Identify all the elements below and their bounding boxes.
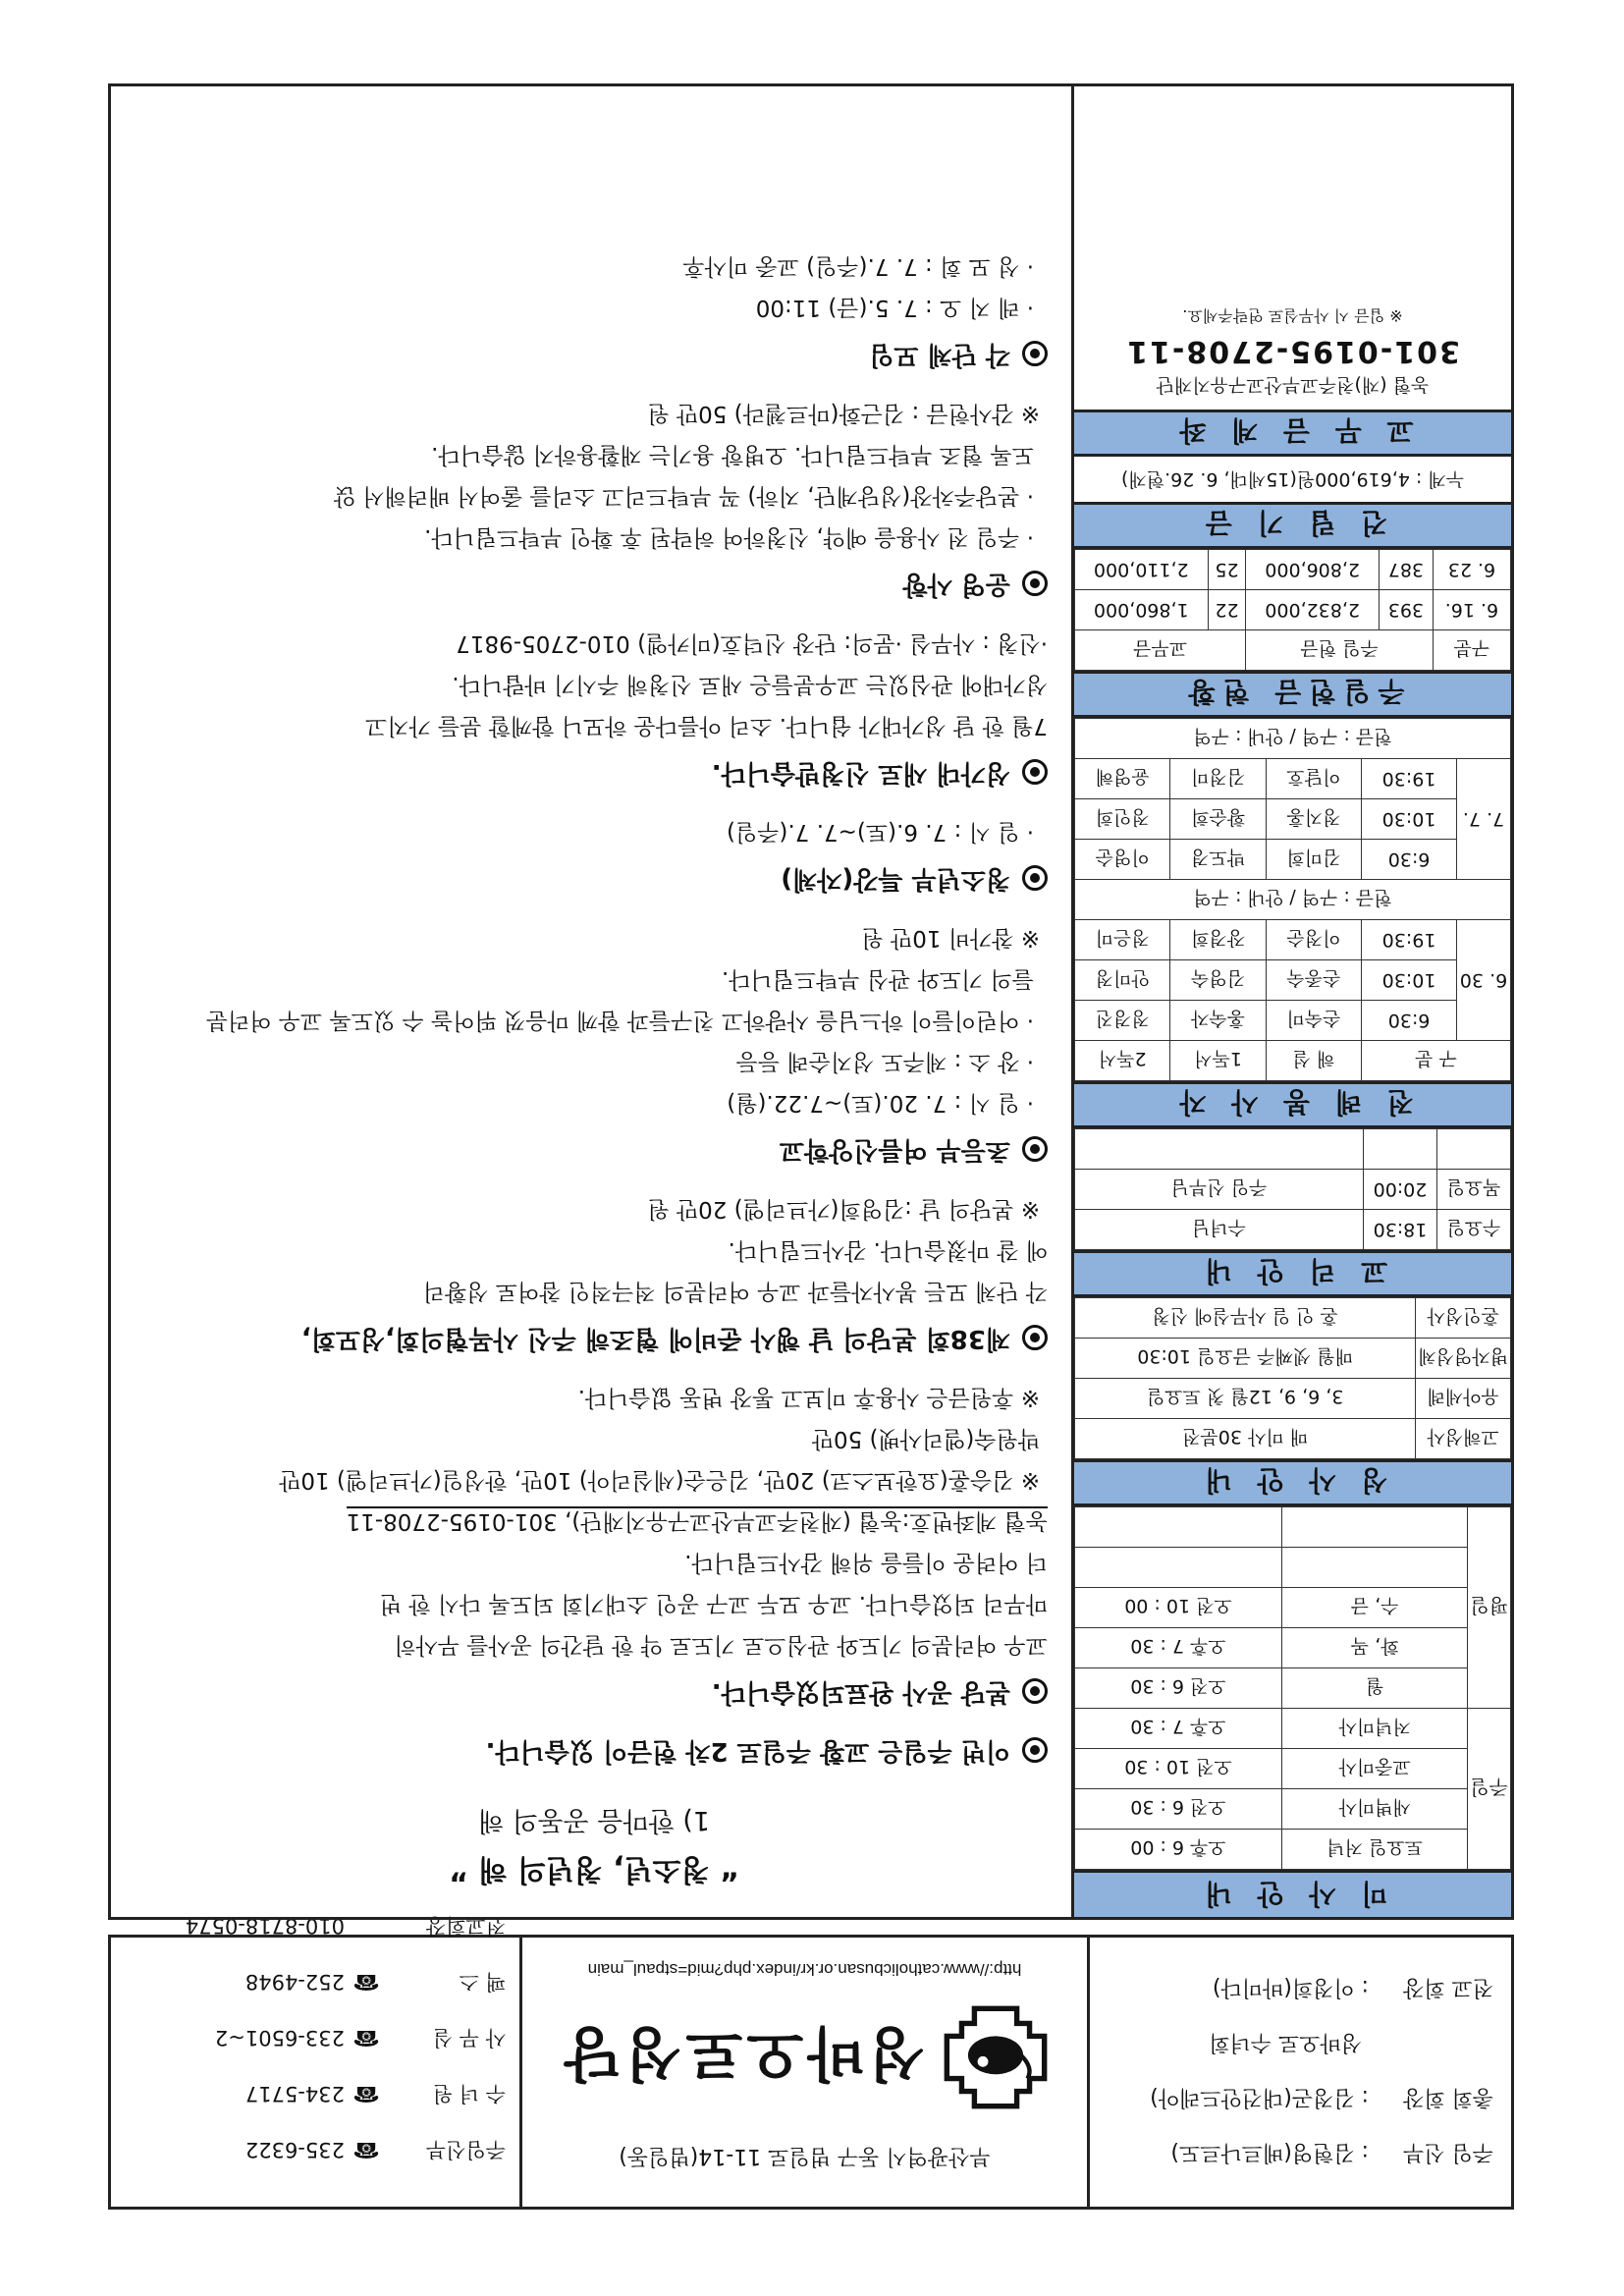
announcements: “ 청소년, 청년의 해 ” 1) 한마음 공동의 해 이번 주일은 교황 주일로 2차 헌금이 있습니다. 본당 공사 완료되었습니다. 교우 여러분의 기도와 관심으로 기도로 약 한 달간의 공사를 무사히 마무리 되었습니다. 교우 모두 교구 공인 소대기회 되도록 다시 한 번 더 어려운 이들을 위해 감사드립니다. 농협 계좌번호:농협 (재천주교부산교구유지재단), 301-0195-2708-11 ※ 김승훈(요한보스코) 20만, 김은순(세실리아) 10만, 한성일(가브리엘) 10만 박원숙(엘리사벳) 50만 ※ 후원금은 사용후 미보고 통장 변동 없습니다. 제38회 본당의 날 행사 준비에 협조해 주신 사목협의회,성모회, 각 단체 모든 봉사자들과 교우 여러분의 적극적인 참여로 성황리 에 잘 마쳤습니다. 감사드립니다. ※ 본당의 날 :김영희(가브리엘) 20만 원 초등부 여름신앙학교 · 일 시 : 7. 20.(토)~7.22.(월) · 장 소 : 제주도 성지순례 등등 · 어린이들이 하느님을 사랑하고 친구들과 함께 마음껏 뛰어놀 수 있도록 교우 여러분 들의 기도와 관심 부탁드립니다. ※ 참가비 10만 원 청소년부 특강(자체) · 일 시 : 7. 6.(토)~7. 7.(주일) 성가대 새로 신청받습니다. 7월 한 달 성가대가 쉽니다. 소리 아름다운 하모니 함께할 분들 가지고 성가대에 관심있는 교우분들은 새로 신청해 주시기 바랍니다. ·신청 : 사무실 ·문의: 단장 신덕호(미카엘) 010-2705-9817 운영 사항 · 주일 전 사용을 예약, 신청하여 허락된 후 확인 부탁드립니다. · 본당주차장(성당계단, 지하) 꼭 부탁드리고 소리를 줄여서 배려해서 앉 도록 협조 부탁드립니다. 오병항 용기는 재활용하지 않습니다. ※ 감사헌금 : 김근화(마르첼라) 50만 원 각 단체 모임 · 레 지 오 : 7. 5.(금) 11:00 · 성 모 회 : 7. 7.(주일) 교중 미사후 [111,86,1071,1917]
account-info: 농협 (재)천주교부산교구유지재단 301-0195-2708-11 ※ 입금 시 사무실로 연락주세요. [1074,298,1511,410]
contact-row: 팩 스☎252-4948 [125,1953,506,2009]
phone-icon: ☎ [352,2081,380,2105]
parish-identity [519,1938,1087,2207]
section-heading: 청소년부 특강(자체) [140,858,1048,900]
section-heading: 제38회 본당의 날 행사 준비에 협조해 주신 사목협의회,성모회, [140,1318,1048,1359]
contact-row: 수 녀 원☎234-5717 [125,2065,506,2121]
bullet-icon [1022,342,1048,367]
bullet-icon [1022,572,1048,597]
section-heading: 성가대 새로 신청받습니다. [140,752,1048,793]
mass-schedule-table: 주일 토요일 저녁 오후 6 : 00 새벽미사 오전 6 : 30 교중미사 오전 10 : 30 저녁미사 오후 7 : 30 평일 월 오전 6 : 30 화, 목 오후 7 : 30 수, 금 오전 10 : 00 [1074,1506,1511,1870]
logo-row [522,1998,1087,2116]
parish-emblem-icon [943,2004,1049,2110]
catechism-table: 수요일 18:30 수녀님 목요일 20:00 주임 신부님 [1074,1128,1511,1250]
readers-note: 헌금 : 구역 / 안내 : 구역 [1075,719,1511,759]
section-heading: 각 단체 모임 [140,334,1048,375]
parish-name: 성바오로성당 [560,2018,926,2087]
contact-row: 전교회장010-8718-0574 [185,1914,506,1938]
readers-note: 헌금 : 구역 / 안내 : 구역 [1075,880,1511,920]
bullet-icon [1022,1137,1048,1163]
mass-schedule-heading: 미 사 안 내 [1074,1870,1511,1917]
staff-panel [1087,1938,1511,2207]
bullet-icon [1022,1738,1048,1764]
readers-table: 구 분 해 설 1독서 2독서 6. 30 6:30 손숙미 홍숙자 정경진 10:30 손종숙 김영숙 안미정 19:30 이정순 장경희 정은미 헌금 : 구역 / 안내 : 구역 7. 7. 6:30 김미희 박도경 이영순 10:30 정지홍 황순희 정인희 19:30 이달호 김정미 윤영혜 헌금 : 구역 / 안내 : 구역 [1074,718,1511,1081]
contact-row: 주임신부☎235-6322 [125,2121,506,2177]
contact-panel [111,1914,519,2207]
info-sidebar [1071,86,1511,1917]
mass-group-label: 주일 [1468,1709,1511,1870]
bulletin-body [108,83,1514,1920]
catechism-heading: 교 리 안 내 [1074,1250,1511,1297]
sacrament-heading: 성 사 안 내 [1074,1459,1511,1506]
staff-row: 전교 회장 : 이정희(바미다) [1212,1975,1493,1999]
bullet-icon [1022,760,1048,786]
section-heading: 초등부 여름신앙학교 [140,1129,1048,1171]
building-fund-total: 누계 : 4,619,000원(15세대, 6. 26.현재) [1120,468,1465,490]
bullet-icon [1022,866,1048,892]
staff-row: 총회 회장 : 김정곤(대건안드레아) [1150,2085,1493,2109]
bullet-icon [1022,1326,1048,1351]
contact-row: 사 무 실☎233-6501~2 [125,2009,506,2065]
bulletin-header [108,1914,1514,2210]
building-fund-heading: 건 립 기 금 [1074,502,1511,549]
mass-group-label: 평일 [1468,1507,1511,1709]
account-heading: 교 무 금 계 좌 [1074,410,1511,457]
staff-row: 성바오로 수녀회 [1209,2030,1362,2054]
finance-table: 구분 주일 헌금 교무금 6. 16. 393 2,832,000 22 1,860,000 6. 23 387 2,806,000 25 2,110,000 [1074,549,1511,671]
phone-icon: ☎ [352,2025,380,2050]
finance-heading: 주일헌금 현황 [1074,671,1511,718]
sacrament-table: 고해성사 매 미사 30분전 유아세례 3, 6, 9, 12월 첫 토요일 병자영성체 매월 셋째주 금요일 10:30 혼인성사 혼 인 일 사무실에 신청 [1074,1297,1511,1459]
phone-icon: ☎ [352,1969,380,1994]
section-heading: 본당 공사 완료되었습니다. [140,1671,1048,1713]
parish-website-link[interactable]: http://www.catholicbusan.or.kr/index.php?mid=stpaul_main [587,1960,1022,1979]
account-number: 301-0195-2708-11 [1125,334,1460,368]
section-heading: 운영 사항 [140,564,1048,605]
yearly-subtheme: 1) 한마음 공동의 해 [477,1805,711,1835]
section-heading: 이번 주일은 교황 주일로 2차 헌금이 있습니다. [140,1730,1048,1772]
phone-icon: ☎ [352,2137,380,2161]
parish-address: 부산광역시 동구 범일로 11-14(범일동) [619,2144,991,2168]
bullet-icon [1022,1679,1048,1705]
staff-row: 주임 신부 : 김현영(베르나르도) [1170,2140,1493,2164]
readers-heading: 전 례 봉 사 자 [1074,1081,1511,1128]
yearly-theme: “ 청소년, 청년의 해 ” [449,1852,739,1886]
